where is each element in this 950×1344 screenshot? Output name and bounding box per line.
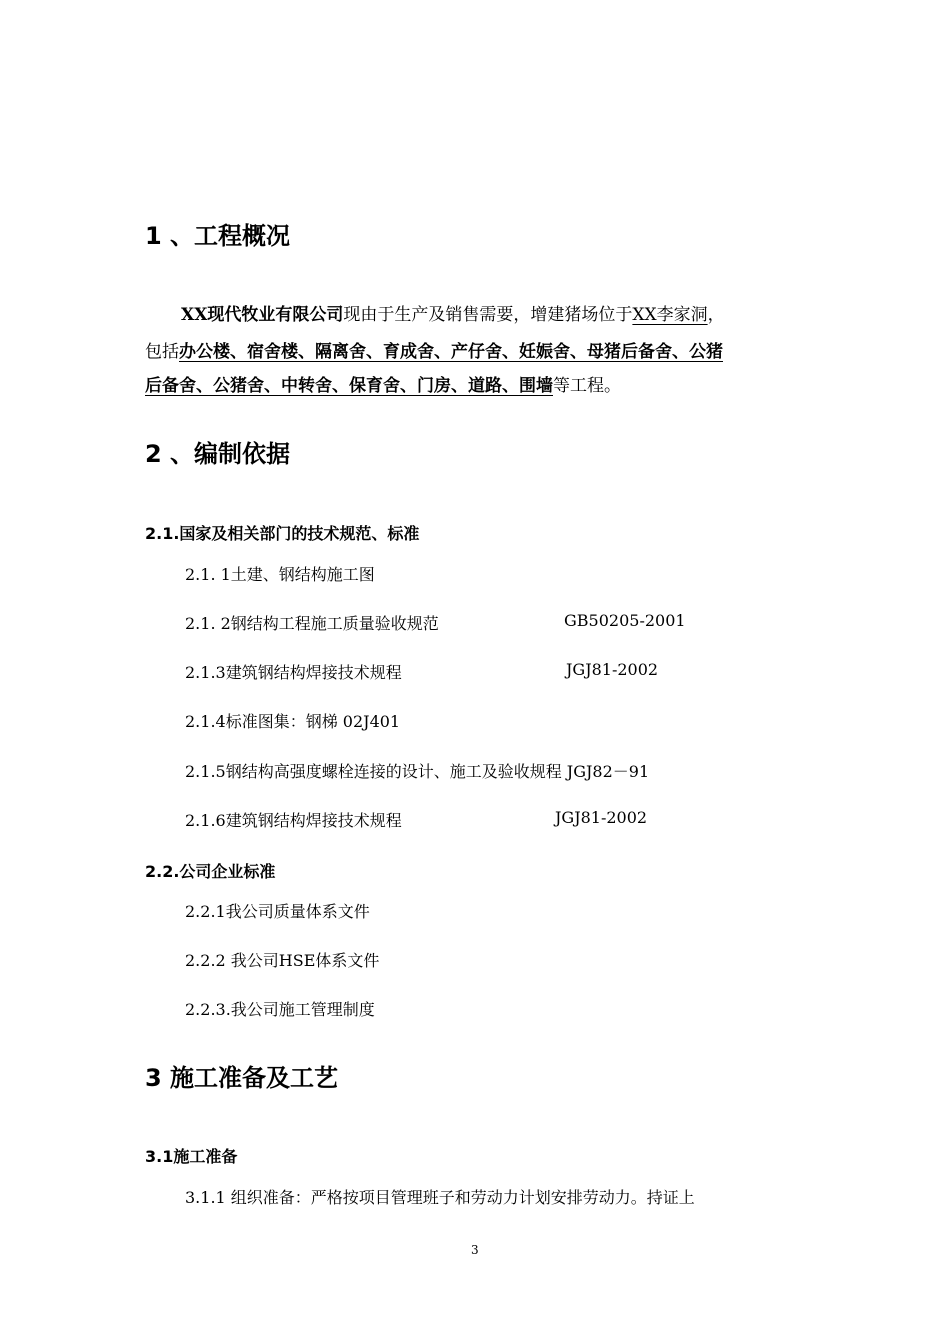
list-item: 2.1.5钢结构高强度螺栓连接的设计、施工及验收规程 JGJ82－91 xyxy=(185,762,650,781)
section-heading-2: 2 、编制依据 xyxy=(145,440,291,468)
subsection-heading-3-1: 3.1施工准备 xyxy=(145,1147,238,1166)
paragraph-text: 现由于生产及销售需要，增建猪场位于 xyxy=(343,305,633,325)
building-list-part-1: 办公楼、宿舍楼、隔离舍、育成舍、产仔舍、妊娠舍、母猪后备舍、公猪 xyxy=(179,342,723,362)
list-item: 2.1.6建筑钢结构焊接技术规程 xyxy=(185,811,402,830)
standard-code: JGJ81-2002 xyxy=(566,660,659,679)
section-heading-1: 1 、工程概况 xyxy=(145,222,291,250)
list-item: 2.1. 1土建、钢结构施工图 xyxy=(185,565,375,584)
list-item: 2.2.1我公司质量体系文件 xyxy=(185,902,370,921)
page-number: 3 xyxy=(471,1243,479,1257)
line-prefix: 包括 xyxy=(145,342,179,362)
list-item: 2.2.3.我公司施工管理制度 xyxy=(185,1000,375,1019)
line-suffix: 等工程。 xyxy=(553,376,621,396)
subsection-heading-2-2: 2.2.公司企业标准 xyxy=(145,862,276,881)
standard-code: JGJ81-2002 xyxy=(555,808,648,827)
section-1-paragraph-line-2 xyxy=(145,335,723,369)
section-1-paragraph-line-3 xyxy=(145,369,621,403)
section-heading-3: 3 施工准备及工艺 xyxy=(145,1064,339,1092)
company-name: XX现代牧业有限公司 xyxy=(181,305,344,325)
list-item: 2.1.4标准图集：钢梯 02J401 xyxy=(185,712,401,731)
list-item: 2.2.2 我公司HSE体系文件 xyxy=(185,951,380,970)
list-item: 2.1.3建筑钢结构焊接技术规程 xyxy=(185,663,402,682)
building-list-part-2: 后备舍、公猪舍、中转舍、保育舍、门房、道路、围墙 xyxy=(145,376,553,396)
project-location: XX李家洞 xyxy=(632,305,708,325)
list-item: 2.1. 2钢结构工程施工质量验收规范 xyxy=(185,614,439,633)
standard-code: GB50205-2001 xyxy=(564,611,686,630)
paragraph: 3.1.1 组织准备：严格按项目管理班子和劳动力计划安排劳动力。持证上 xyxy=(185,1188,695,1207)
comma: ， xyxy=(707,305,725,325)
section-1-paragraph-line-1 xyxy=(181,298,725,332)
subsection-heading-2-1: 2.1.国家及相关部门的技术规范、标准 xyxy=(145,524,420,543)
